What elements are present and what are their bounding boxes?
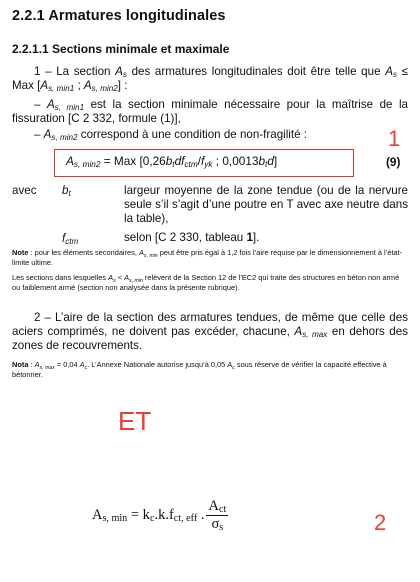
- paragraph-2: 2 – L’aire de la section des armatures tendues, de même que celle des aciers comprimés, ne doivent pas excéder, chacune, $A_{s, max}$ en dehors des zones de recouvrements.: [12, 311, 408, 352]
- annotation-two: 2: [374, 510, 387, 535]
- bullet-as-min2: – $A_{s, min2}$ correspond à une condition de non-fragilité :: [34, 128, 307, 142]
- subsection-heading: 2.2.1.1 Sections minimale et maximale: [12, 42, 230, 56]
- annotation-one: 1: [388, 126, 401, 151]
- annotation-et: ET: [118, 406, 152, 436]
- note-secondary-elements: Note : pour les éléments secondaires, $A_{s, min}$ peut être pris égal à 1,2 fois l’aire requise par le dimensionnement à l’état-limite ultime.: [12, 248, 403, 267]
- formula-9: $A_{s, min2}$ = Max [$0,26b_tdf_{ctm}/f_{yk}$ ; $0,0013b_td$]: [66, 154, 278, 169]
- symbol-fctm: $f_{ctm}$: [62, 232, 79, 246]
- formula-as-min: $A_{s, min} = k_c.k.f_{ct, eff}$ . $\frac{A_{ct}}{\sigma_s}$: [92, 498, 227, 533]
- note-as-max: Nota : $A_{s, max} = 0,04$ $A_c$. L’Annexe Nationale autorise jusqu’à 0,05 $A_c$ sous réserve de vérifier la capacité effective à bétonner.: [12, 360, 387, 379]
- fraction-act-sigma: $\frac{A_{ct}}{\sigma_s}$: [208, 498, 227, 533]
- bullet-as-min1: – $A_{s, min1}$ est la section minimale nécessaire pour la maîtrise de la fissuration [C 2 332, formule (1)],: [12, 98, 408, 125]
- avec-label: avec: [12, 184, 37, 197]
- symbol-bt: $b_t$: [62, 184, 71, 198]
- definition-bt: largeur moyenne de la zone tendue (ou de la nervure seule s’il s’agit d’une poutre en T avec axe neutre dans la table),: [124, 184, 408, 225]
- section-heading: 2.2.1 Armatures longitudinales: [12, 8, 226, 24]
- paragraph-1: 1 – La section $A_s$ des armatures longitudinales doit être telle que $A_s$ ≤ Max [$A_{s, min1}$ ; $A_{s, min2}$] :: [12, 65, 408, 93]
- equation-number: (9): [386, 155, 401, 169]
- definition-fctm: selon [C 2 330, tableau 1].: [124, 231, 260, 244]
- note-section-12: Les sections dans lesquelles $A_s < A_{s, min}$ relèvent de la Section 12 de l’EC2 qui traite des structures en béton non armé ou faiblement armé (section non analysée dans la présente rubrique).: [12, 273, 400, 292]
